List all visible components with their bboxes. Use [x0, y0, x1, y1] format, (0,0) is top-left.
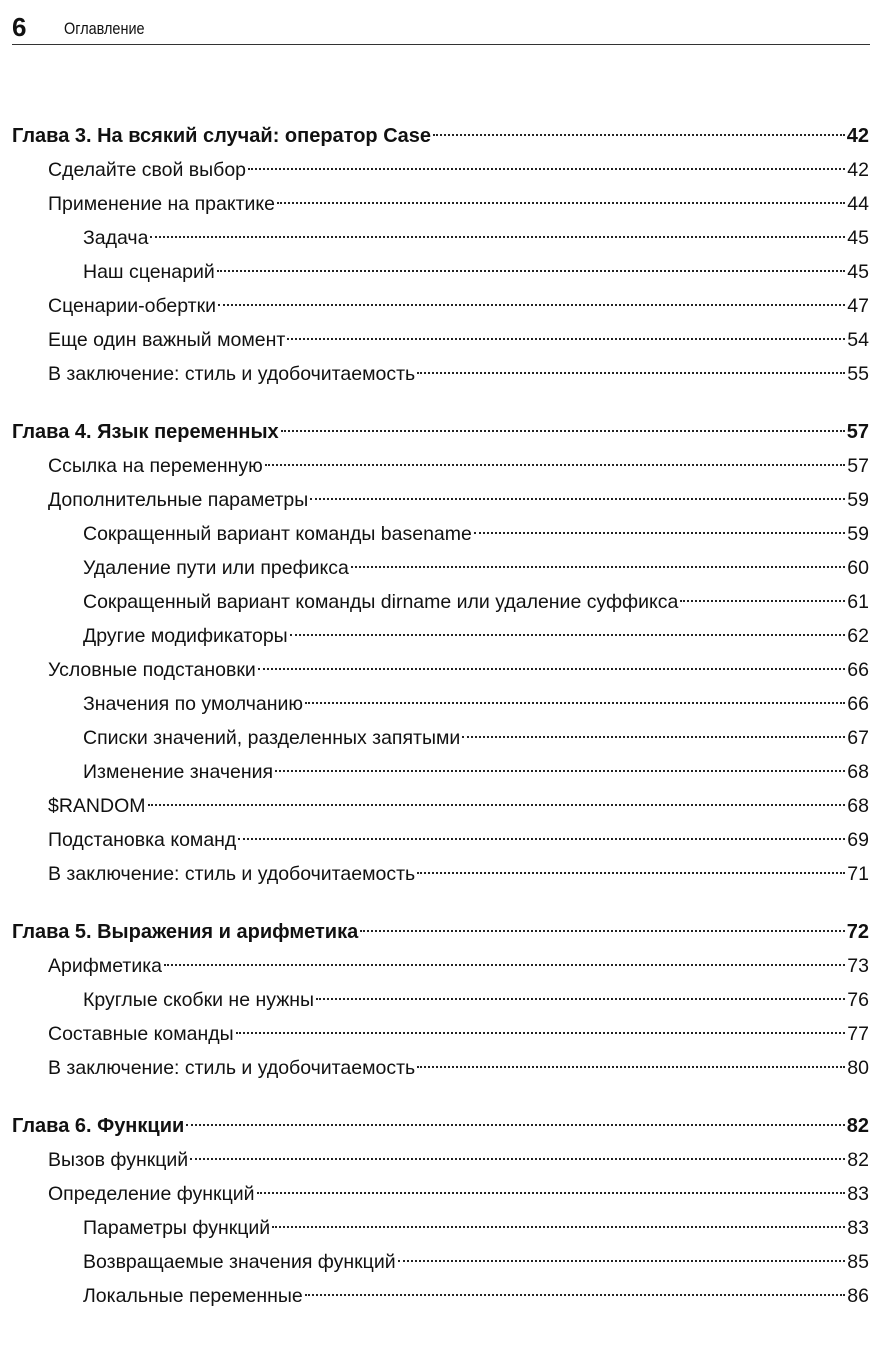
toc-subsection[interactable] — [12, 551, 869, 585]
toc-entry-page: 68 — [847, 795, 869, 817]
toc-section[interactable] — [12, 823, 869, 857]
toc-subsection[interactable] — [12, 687, 869, 721]
toc-entry-title: Арифметика — [48, 955, 163, 977]
toc-section[interactable] — [12, 187, 869, 221]
dot-leader — [417, 872, 845, 874]
toc-entry-title: Наш сценарий — [83, 261, 215, 283]
dot-leader — [275, 770, 845, 772]
toc-entry-page: 59 — [847, 523, 869, 545]
toc-subsection[interactable] — [12, 983, 869, 1017]
toc-entry-title: Круглые скобки не нужны — [83, 989, 315, 1011]
dot-leader — [238, 838, 845, 840]
dot-leader — [248, 168, 845, 170]
toc-entry-title: Определение функций — [48, 1183, 255, 1205]
dot-leader — [360, 930, 845, 932]
toc-entry-page: 61 — [847, 591, 869, 613]
toc-entry-title: В заключение: стиль и удобочитаемость — [48, 1057, 416, 1079]
toc-entry-title: Удаление пути или префикса — [83, 557, 349, 579]
toc-entry-title: Подстановка команд — [48, 829, 237, 851]
toc-subsection[interactable] — [12, 585, 869, 619]
toc-chapter[interactable] — [12, 119, 869, 153]
toc-entry-page: 76 — [847, 989, 869, 1011]
running-title: Оглавление — [64, 19, 146, 38]
dot-leader — [272, 1226, 845, 1228]
toc-entry-page: 60 — [847, 557, 869, 579]
toc-entry-title: Сокращенный вариант команды basename — [83, 523, 472, 545]
page-number: 6 — [12, 12, 27, 42]
toc-entry-page: 57 — [846, 421, 869, 443]
toc-entry-page: 73 — [847, 955, 869, 977]
dot-leader — [680, 600, 845, 602]
dot-leader — [433, 134, 845, 136]
toc-entry-title: Глава 3. На всякий случай: оператор Case — [12, 125, 432, 147]
toc-entry-page: 66 — [847, 693, 869, 715]
toc-entry-title: Параметры функций — [83, 1217, 271, 1239]
toc-entry-title: Вызов функций — [48, 1149, 189, 1171]
toc-entry-page: 44 — [847, 193, 869, 215]
toc-entry-page: 42 — [846, 125, 869, 147]
toc-section[interactable] — [12, 1143, 869, 1177]
toc-entry-title: В заключение: стиль и удобочитаемость — [48, 863, 416, 885]
toc-section[interactable] — [12, 789, 869, 823]
toc-entry-title: Составные команды — [48, 1023, 234, 1045]
toc-entry-title: Дополнительные параметры — [48, 489, 309, 511]
toc-entry-page: 82 — [846, 1115, 869, 1137]
dot-leader — [217, 270, 846, 272]
toc-entry-title: Глава 5. Выражения и арифметика — [12, 921, 359, 943]
dot-leader — [305, 702, 845, 704]
chapter-spacer — [12, 391, 869, 415]
dot-leader — [417, 1066, 845, 1068]
toc-entry-title: Другие модификаторы — [83, 625, 288, 647]
toc-section[interactable] — [12, 653, 869, 687]
toc-section[interactable] — [12, 857, 869, 891]
toc-entry-title: Сделайте свой выбор — [48, 159, 247, 181]
dot-leader — [257, 1192, 846, 1194]
toc-subsection[interactable] — [12, 1211, 869, 1245]
dot-leader — [281, 430, 845, 432]
toc-entry-page: 55 — [847, 363, 869, 385]
toc-entry-page: 80 — [847, 1057, 869, 1079]
toc-entry-title: Локальные переменные — [83, 1285, 303, 1307]
dot-leader — [462, 736, 845, 738]
toc-chapter[interactable] — [12, 915, 869, 949]
toc-entry-page: 85 — [847, 1251, 869, 1273]
toc-entry-title: Условные подстановки — [48, 659, 256, 681]
toc-entry-page: 83 — [847, 1217, 869, 1239]
dot-leader — [148, 804, 846, 806]
toc-subsection[interactable] — [12, 755, 869, 789]
toc-entry-page: 82 — [847, 1149, 869, 1171]
toc-entry-title: Ссылка на переменную — [48, 455, 263, 477]
dot-leader — [186, 1124, 844, 1126]
toc-entry-page: 62 — [847, 625, 869, 647]
toc-entry-page: 45 — [847, 261, 869, 283]
toc-section[interactable] — [12, 449, 869, 483]
toc-entry-title: В заключение: стиль и удобочитаемость — [48, 363, 416, 385]
table-of-contents — [12, 119, 869, 1313]
dot-leader — [417, 372, 845, 374]
toc-subsection[interactable] — [12, 1279, 869, 1313]
dot-leader — [290, 634, 846, 636]
dot-leader — [474, 532, 845, 534]
toc-entry-page: 69 — [847, 829, 869, 851]
toc-entry-page: 42 — [847, 159, 869, 181]
toc-entry-page: 54 — [847, 329, 869, 351]
toc-entry-title: Сокращенный вариант команды dirname или удаление суффикса — [83, 591, 679, 613]
toc-section[interactable] — [12, 1017, 869, 1051]
toc-section[interactable] — [12, 153, 869, 187]
toc-entry-title: Еще один важный момент — [48, 329, 286, 351]
dot-leader — [265, 464, 846, 466]
dot-leader — [164, 964, 845, 966]
toc-subsection[interactable] — [12, 1245, 869, 1279]
toc-subsection[interactable] — [12, 619, 869, 653]
toc-section[interactable] — [12, 483, 869, 517]
dot-leader — [150, 236, 845, 238]
toc-entry-title: Глава 4. Язык переменных — [12, 421, 279, 443]
toc-entry-title: $RANDOM — [48, 795, 146, 817]
toc-entry-title: Применение на практике — [48, 193, 275, 215]
toc-entry-title: Значения по умолчанию — [83, 693, 304, 715]
toc-section[interactable] — [12, 949, 869, 983]
dot-leader — [258, 668, 846, 670]
toc-entry-title: Списки значений, разделенных запятыми — [83, 727, 461, 749]
chapter-spacer — [12, 891, 869, 915]
toc-entry-title: Сценарии-обертки — [48, 295, 217, 317]
toc-entry-title: Возвращаемые значения функций — [83, 1251, 396, 1273]
toc-entry-page: 71 — [847, 863, 869, 885]
toc-section[interactable] — [12, 289, 869, 323]
dot-leader — [190, 1158, 845, 1160]
toc-entry-title: Задача — [83, 227, 149, 249]
toc-subsection[interactable] — [12, 517, 869, 551]
toc-subsection[interactable] — [12, 255, 869, 289]
dot-leader — [287, 338, 845, 340]
toc-entry-page: 57 — [847, 455, 869, 477]
dot-leader — [277, 202, 845, 204]
toc-entry-page: 86 — [847, 1285, 869, 1307]
dot-leader — [236, 1032, 846, 1034]
toc-entry-title: Изменение значения — [83, 761, 274, 783]
toc-subsection[interactable] — [12, 721, 869, 755]
toc-entry-page: 68 — [847, 761, 869, 783]
chapter-spacer — [12, 1085, 869, 1109]
dot-leader — [398, 1260, 846, 1262]
toc-section[interactable] — [12, 1051, 869, 1085]
dot-leader — [218, 304, 845, 306]
toc-chapter[interactable] — [12, 415, 869, 449]
dot-leader — [310, 498, 845, 500]
toc-section[interactable] — [12, 323, 869, 357]
dot-leader — [305, 1294, 846, 1296]
toc-entry-title: Глава 6. Функции — [12, 1115, 185, 1137]
dot-leader — [316, 998, 845, 1000]
toc-entry-page: 72 — [846, 921, 869, 943]
toc-entry-page: 67 — [847, 727, 869, 749]
toc-entry-page: 59 — [847, 489, 869, 511]
toc-entry-page: 45 — [847, 227, 869, 249]
toc-entry-page: 66 — [847, 659, 869, 681]
toc-entry-page: 83 — [847, 1183, 869, 1205]
page-header — [12, 6, 870, 45]
toc-section[interactable] — [12, 1177, 869, 1211]
toc-section[interactable] — [12, 357, 869, 391]
toc-entry-page: 77 — [847, 1023, 869, 1045]
toc-subsection[interactable] — [12, 221, 869, 255]
toc-entry-page: 47 — [847, 295, 869, 317]
toc-chapter[interactable] — [12, 1109, 869, 1143]
dot-leader — [351, 566, 845, 568]
